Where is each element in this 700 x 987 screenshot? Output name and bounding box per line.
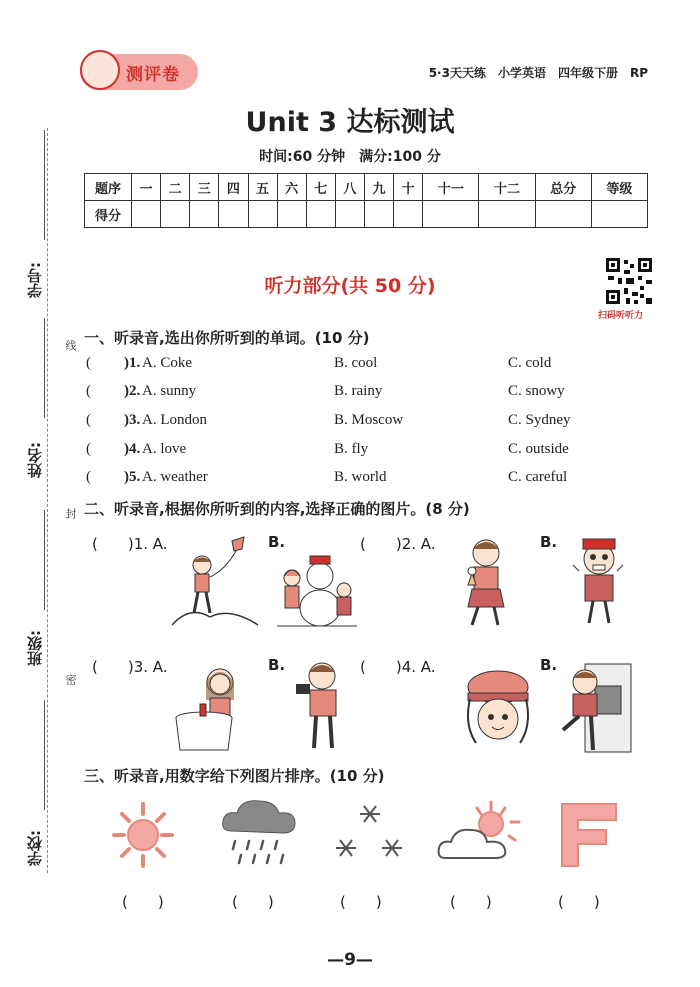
option-a: A. weather [142, 469, 208, 485]
score-cell: 九 [365, 174, 394, 201]
girl-winter-hat-image[interactable] [458, 665, 538, 750]
boy-camera-image[interactable] [290, 658, 360, 753]
list-item[interactable] [86, 383, 646, 405]
q1-b-label: B. [268, 533, 286, 551]
score-blank[interactable] [219, 201, 248, 228]
score-cell: 八 [335, 174, 364, 201]
order-blank-3[interactable]: ( ) [340, 893, 382, 911]
option-a: A. London [142, 412, 207, 428]
seal-xian: 线 [64, 340, 77, 351]
score-cell: 等级 [591, 174, 647, 201]
q4-b-label: B. [540, 656, 558, 674]
rain-cloud-icon[interactable] [215, 795, 305, 870]
xuexiao-label: 学校: [26, 830, 44, 866]
order-blank-4[interactable]: ( ) [450, 893, 492, 911]
page-subtitle: 时间:60 分钟 满分:100 分 [259, 149, 441, 165]
score-table-header-row [85, 174, 648, 201]
score-cell: 十一 [423, 174, 479, 201]
letter-f-icon[interactable] [556, 800, 626, 870]
boy-flying-kite-image[interactable] [170, 535, 260, 630]
order-blank-1[interactable]: ( ) [122, 893, 164, 911]
xuexiao-line [44, 700, 45, 810]
score-blank[interactable] [591, 201, 647, 228]
listening-title: 听力部分(共 50 分) [264, 275, 436, 297]
answer-paren: ( [86, 383, 91, 399]
answer-paren: ( [86, 441, 91, 457]
score-table [84, 173, 648, 228]
part2-title: 二、听录音,根据你所听到的内容,选择正确的图片。(8 分) [84, 500, 470, 518]
kids-snowman-image[interactable] [272, 540, 362, 630]
option-c: C. Sydney [508, 412, 571, 428]
option-b: B. Moscow [334, 412, 404, 428]
xingming-line [44, 318, 45, 418]
answer-paren: ( [86, 412, 91, 428]
score-cell: 三 [190, 174, 219, 201]
q4-label[interactable]: ( )4. A. [360, 658, 436, 676]
option-c: C. careful [508, 469, 568, 485]
order-blank-2[interactable]: ( ) [232, 893, 274, 911]
kid-face-icon [80, 50, 120, 90]
score-cell: 二 [161, 174, 190, 201]
score-cell: 一 [132, 174, 161, 201]
score-cell: 总分 [535, 174, 591, 201]
score-row-label: 得分 [85, 201, 132, 228]
q2-b-label: B. [540, 533, 558, 551]
part3-title: 三、听录音,用数字给下列图片排序。(10 分) [84, 767, 385, 785]
option-c: C. outside [508, 441, 569, 457]
cold-boy-image[interactable] [565, 535, 635, 630]
option-a: A. love [142, 441, 187, 457]
score-blank[interactable] [335, 201, 364, 228]
score-cell: 题序 [85, 174, 132, 201]
q3-b-label: B. [268, 656, 286, 674]
option-a: A. Coke [142, 355, 192, 371]
xingming-label: 姓名: [26, 442, 44, 478]
score-blank[interactable] [394, 201, 423, 228]
score-cell: 十二 [479, 174, 535, 201]
score-blank[interactable] [277, 201, 306, 228]
qr-caption: 扫码听听力 [598, 311, 644, 321]
option-b: B. rainy [334, 383, 383, 399]
banji-label: 班级: [26, 630, 44, 666]
part1-title: 一、听录音,选出你所听到的单词。(10 分) [84, 329, 370, 347]
list-item[interactable] [86, 412, 646, 434]
seal-feng: 封 [64, 508, 77, 519]
sun-icon[interactable] [100, 800, 186, 870]
option-b: B. cool [334, 355, 378, 371]
sun-behind-cloud-icon[interactable] [435, 798, 525, 870]
xuehao-label: 学号: [26, 262, 44, 298]
score-cell: 六 [277, 174, 306, 201]
snowflake-icon[interactable] [330, 800, 410, 870]
q2-label[interactable]: ( )2. A. [360, 535, 436, 553]
option-a: A. sunny [142, 383, 197, 399]
score-cell: 十 [394, 174, 423, 201]
score-blank[interactable] [479, 201, 535, 228]
binding-dashed-line [47, 128, 48, 873]
girl-at-table-image[interactable] [172, 660, 252, 755]
score-cell: 四 [219, 174, 248, 201]
item-number: )2. [124, 383, 141, 399]
page-title: Unit 3 达标测试 [245, 107, 455, 138]
score-blank[interactable] [423, 201, 479, 228]
q1-label[interactable]: ( )1. A. [92, 535, 168, 553]
boy-ice-cream-image[interactable] [452, 535, 522, 630]
score-blank[interactable] [365, 201, 394, 228]
option-c: C. snowy [508, 383, 565, 399]
score-cell: 五 [248, 174, 277, 201]
q3-label[interactable]: ( )3. A. [92, 658, 168, 676]
item-number: )5. [124, 469, 141, 485]
score-blank[interactable] [161, 201, 190, 228]
boy-by-door-image[interactable] [555, 660, 635, 755]
list-item[interactable] [86, 441, 646, 463]
badge-label: 测评卷 [126, 65, 180, 85]
qr-code-icon[interactable] [604, 256, 654, 306]
page-number: —9— [327, 950, 373, 970]
option-b: B. fly [334, 441, 369, 457]
list-item[interactable] [86, 355, 646, 377]
score-table-score-row [85, 201, 648, 228]
answer-paren: ( [86, 355, 91, 371]
item-number: )1. [124, 355, 141, 371]
score-blank[interactable] [306, 201, 335, 228]
seal-mi: 密 [64, 674, 77, 685]
list-item[interactable] [86, 469, 646, 491]
answer-paren: ( [86, 469, 91, 485]
item-number: )3. [124, 412, 141, 428]
option-b: B. world [334, 469, 387, 485]
item-number: )4. [124, 441, 141, 457]
series-label: 5·3天天练 小学英语 四年级下册 RP [428, 66, 648, 80]
score-blank[interactable] [190, 201, 219, 228]
score-blank[interactable] [132, 201, 161, 228]
score-blank[interactable] [248, 201, 277, 228]
option-c: C. cold [508, 355, 552, 371]
score-blank[interactable] [535, 201, 591, 228]
banji-line [44, 510, 45, 610]
order-blank-5[interactable]: ( ) [558, 893, 600, 911]
score-cell: 七 [306, 174, 335, 201]
